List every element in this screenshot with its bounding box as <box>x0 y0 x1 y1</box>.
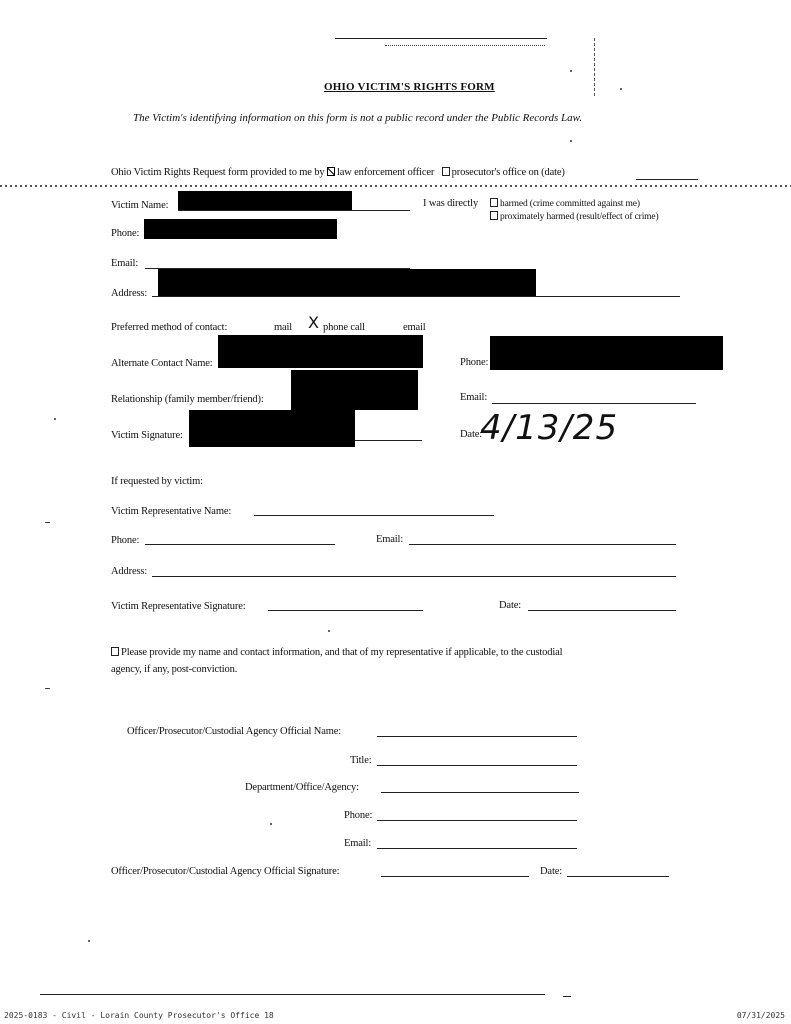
directly-label: I was directly <box>423 198 479 209</box>
scan-speck <box>45 522 50 523</box>
contact-check-mark: X <box>308 313 319 332</box>
bottom-scan-line <box>40 994 545 995</box>
harmed-option: harmed (crime committed against me) <box>490 198 640 209</box>
official-date-label: Date: <box>540 866 562 877</box>
rep-email-label: Email: <box>376 534 404 545</box>
form-title: OHIO VICTIM'S RIGHTS FORM <box>324 81 495 93</box>
rep-date-label: Date: <box>499 600 521 611</box>
official-dept-label: Department/Office/Agency: <box>245 782 359 793</box>
redaction-alt-phone <box>490 336 723 370</box>
official-signature-line[interactable] <box>381 876 529 877</box>
contact-email-option[interactable]: email <box>403 322 426 333</box>
alt-phone-label: Phone: <box>460 357 489 368</box>
scan-speck <box>88 940 90 942</box>
alt-email-line[interactable] <box>492 403 696 404</box>
rep-date-line[interactable] <box>528 610 676 611</box>
victim-phone-label: Phone: <box>111 228 140 239</box>
victim-address-line[interactable] <box>152 296 680 297</box>
bottom-scan-line-short <box>563 996 571 997</box>
footer-date: 07/31/2025 <box>736 1011 785 1020</box>
victim-signature-label: Victim Signature: <box>111 430 183 441</box>
scan-speck <box>570 70 572 72</box>
contact-mail-option[interactable]: mail <box>274 322 293 333</box>
victim-name-line[interactable] <box>178 210 410 211</box>
victim-date-handwritten: 4/13/25 <box>480 408 619 448</box>
rep-name-line[interactable] <box>254 515 494 516</box>
scan-speck <box>270 823 272 825</box>
official-phone-label: Phone: <box>344 810 373 821</box>
victim-address-label: Address: <box>111 288 148 299</box>
rep-phone-line[interactable] <box>145 544 335 545</box>
redaction-victim-phone <box>144 219 337 239</box>
request-date-line <box>636 179 698 180</box>
law-enforcement-label: law enforcement officer <box>336 167 435 178</box>
form-subtitle: The Victim's identifying information on this form is not a public record under the Public Records Law. <box>133 112 582 124</box>
official-title-line[interactable] <box>377 765 577 766</box>
rep-address-label: Address: <box>111 566 148 577</box>
rep-name-label: Victim Representative Name: <box>111 506 232 517</box>
official-email-line[interactable] <box>377 848 577 849</box>
preferred-contact-label: Preferred method of contact: <box>111 322 228 333</box>
top-scan-line <box>335 38 547 39</box>
contact-phone-option[interactable]: phone call <box>323 322 365 333</box>
scan-speck <box>54 418 56 420</box>
official-name-label: Officer/Prosecutor/Custodial Agency Official Name: <box>127 726 342 737</box>
scan-speck <box>328 630 330 632</box>
redaction-alt-contact <box>218 335 423 368</box>
alt-email-label: Email: <box>460 392 488 403</box>
scan-mark <box>594 38 597 96</box>
redaction-victim-signature <box>189 410 355 447</box>
custodial-request: Please provide my name and contact information, and that of my representative if applicable, to the custodial <box>111 647 562 658</box>
footer-document-id: 2025-0183 - Civil - Lorain County Prosecutor's Office 18 <box>4 1011 274 1020</box>
redaction-victim-address <box>158 269 536 296</box>
proximate-option: proximately harmed (result/effect of crime) <box>490 211 659 222</box>
request-label: Ohio Victim Rights Request form provided to me by law enforcement officer prosecutor's office on (date) <box>111 167 565 178</box>
prosecutor-label: prosecutor's office on (date) <box>451 167 565 178</box>
representative-heading: If requested by victim: <box>111 476 203 487</box>
victim-date-label: Date: <box>460 429 482 440</box>
top-scan-line-short <box>385 45 545 46</box>
victim-email-label: Email: <box>111 258 139 269</box>
official-title-label: Title: <box>350 755 372 766</box>
redaction-relationship <box>291 370 418 410</box>
proximate-checkbox[interactable] <box>490 211 498 220</box>
rep-signature-label: Victim Representative Signature: <box>111 601 246 612</box>
law-enforcement-checkbox[interactable] <box>327 167 335 176</box>
official-email-label: Email: <box>344 838 372 849</box>
official-signature-label: Officer/Prosecutor/Custodial Agency Official Signature: <box>111 866 340 877</box>
relationship-label: Relationship (family member/friend): <box>111 394 264 405</box>
rep-email-line[interactable] <box>409 544 676 545</box>
custodial-request-line2: agency, if any, post-conviction. <box>111 664 238 675</box>
scan-speck <box>570 140 572 142</box>
victim-name-label: Victim Name: <box>111 200 169 211</box>
official-phone-line[interactable] <box>377 820 577 821</box>
scan-speck <box>620 88 622 90</box>
official-date-line[interactable] <box>567 876 669 877</box>
alt-contact-label: Alternate Contact Name: <box>111 358 213 369</box>
prosecutor-checkbox[interactable] <box>442 167 450 176</box>
redaction-victim-name <box>178 191 352 210</box>
rep-signature-line[interactable] <box>268 610 423 611</box>
official-dept-line[interactable] <box>381 792 579 793</box>
scan-dash-line <box>0 185 791 187</box>
scan-speck <box>45 688 50 689</box>
official-name-line[interactable] <box>377 736 577 737</box>
harmed-checkbox[interactable] <box>490 198 498 207</box>
rep-phone-label: Phone: <box>111 535 140 546</box>
rep-address-line[interactable] <box>152 576 676 577</box>
custodial-checkbox[interactable] <box>111 647 119 656</box>
